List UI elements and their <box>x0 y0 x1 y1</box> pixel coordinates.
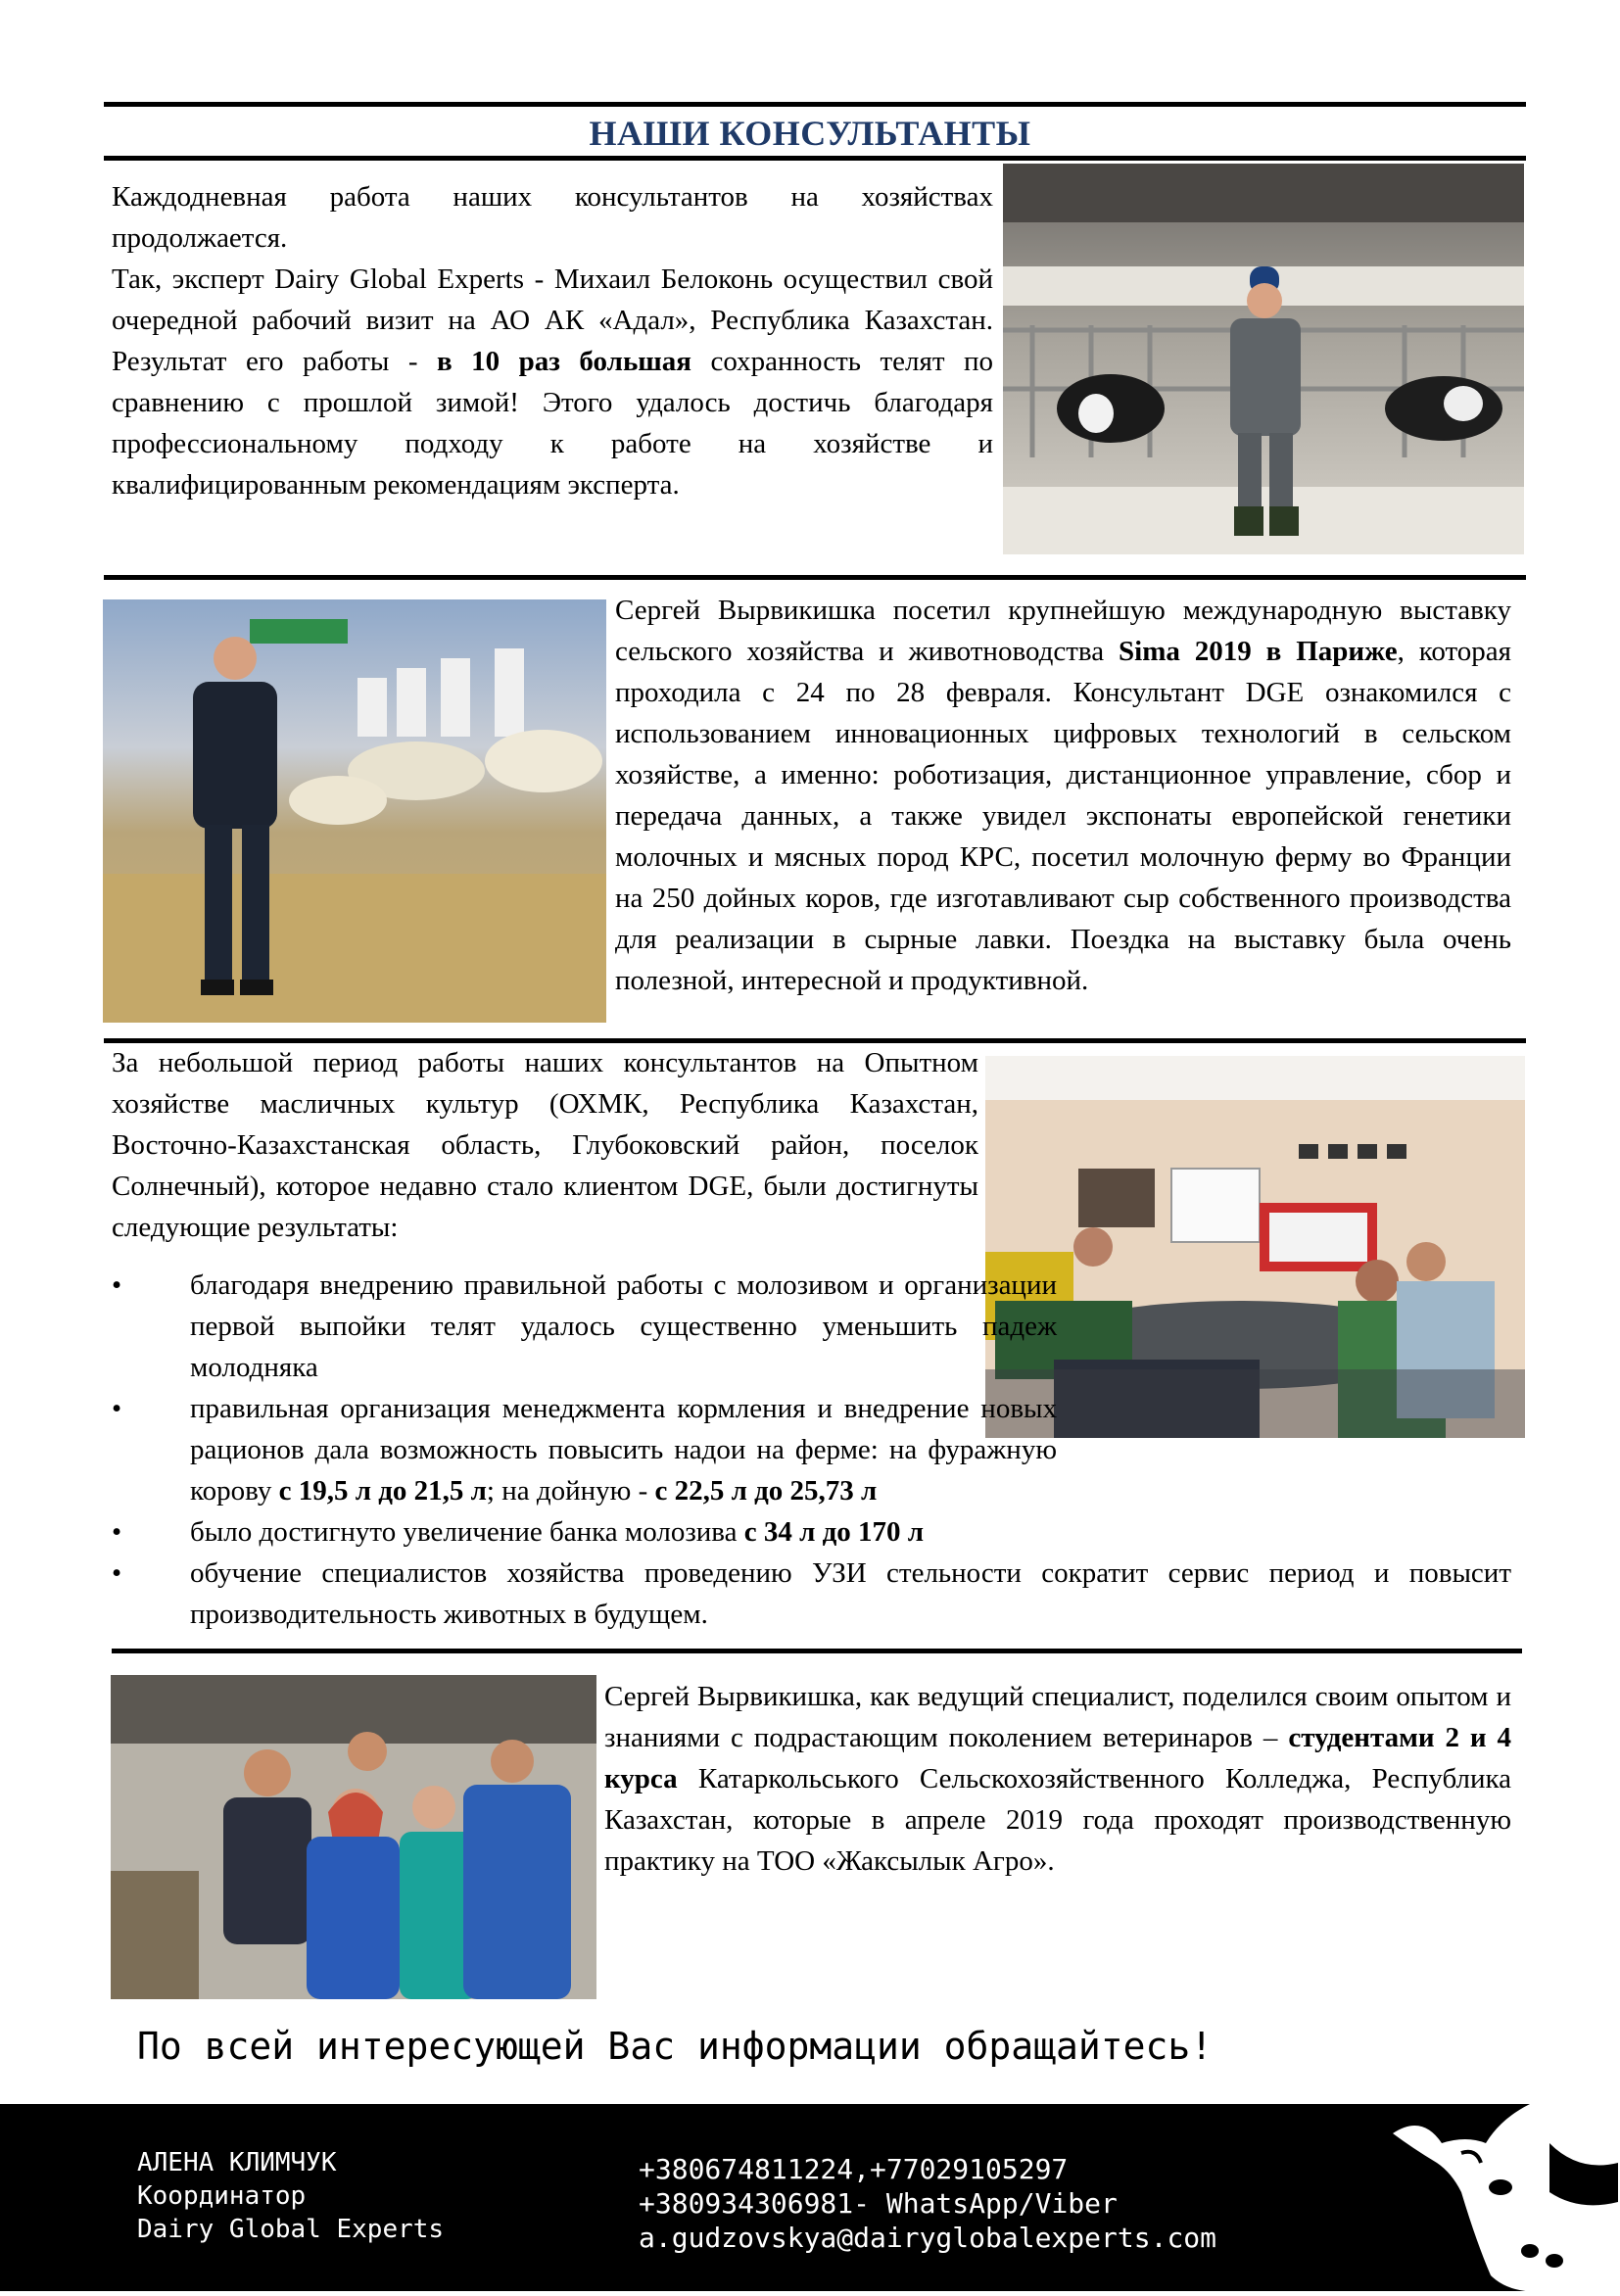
title-bottom-rule <box>104 156 1526 161</box>
section1-text <box>112 176 993 505</box>
page-title: НАШИ КОНСУЛЬТАНТЫ <box>589 114 1031 153</box>
section3-intro: За небольшой период работы наших консультантов на Опытном хозяйстве масличных культур (ОХМК, Республика Казахстан, Восточно-Казахстанская область, Глубоковский район, поселок Солнечный), которое недавно стало клиентом DGE, были достигнуты следующие результаты: <box>112 1047 978 1243</box>
footer-role: Координатор <box>137 2181 307 2211</box>
section2-text: Сергей Вырвикишка посетил крупнейшую международную выставку сельского хозяйства и животноводства Sima 2019 в Париже, которая проходила с 24 по 28 февраля. Консультант DGE ознакомился с использованием инновационных цифровых технологий в сельском хозяйстве, а именно: роботизация, дистанционное управление, сбор и передача данных, а также увидел экспонаты европейской генетики молочных и мясных пород КРС, посетил молочную ферму во Франции на 250 дойных коров, где изготавливают сыр собственного производства для реализации в сырные лавки. Поездка на выставку была очень полезной, интересной и продуктивной. <box>615 595 1512 996</box>
title-top-rule <box>104 102 1526 107</box>
footer-whatsapp[interactable]: +380934306981- WhatsApp/Viber <box>639 2187 1118 2220</box>
photo-exhibition-paris <box>103 599 606 1023</box>
list-item: • благодаря внедрению правильной работы с молозивом и организации первой выпойки телят удалось существенно уменьшить падеж молодняка <box>112 1265 1057 1388</box>
photo-expert-in-barn <box>1003 164 1524 554</box>
footer <box>0 2104 1620 2291</box>
photo-students-group <box>111 1675 596 1999</box>
results-list <box>112 1265 1511 1635</box>
list-item: • обучение специалистов хозяйства проведению УЗИ стельности сократит сервис период и повысит производительность животных в будущем. <box>112 1553 1511 1635</box>
footer-name: АЛЕНА КЛИМЧУК <box>137 2148 337 2177</box>
list-item: • было достигнуто увеличение банка молозива с 34 л до 170 л <box>112 1511 1511 1553</box>
section1-p1: Каждодневная работа наших консультантов на хозяйствах продолжается. <box>112 181 993 254</box>
section1-bottom-rule <box>104 575 1526 580</box>
footer-phones[interactable]: +380674811224,+77029105297 <box>639 2153 1069 2185</box>
section4-text: Сергей Вырвикишка, как ведущий специалист, поделился своим опытом и знаниями с подрастающим поколением ветеринаров – студентами 2 и 4 курса Катаркольського Сельскохозяйственного Колледжа, Республика Казахстан, которые в апреле 2019 года проходят производственную практику на ТОО «Жаксылык Агро». <box>604 1681 1512 1877</box>
list-item: • правильная организация менеджмента кормления и внедрение новых рационов дала возможность повысить надои на ферме: на фуражную корову с 19,5 л до 21,5 л; на дойную - с 22,5 л до 25,73 л <box>112 1388 1057 1511</box>
section3-bottom-rule <box>112 1649 1522 1653</box>
cow-head-logo-icon <box>1383 2104 1620 2291</box>
section1-p2: Так, эксперт Dairy Global Experts - Михаил Белоконь осуществил свой очередной рабочий визит на АО АК «Адал», Республика Казахстан. Результат его работы - в 10 раз большая сохранность телят по сравнению с прошлой зимой! Этого удалось достичь благодаря профессиональному подходу к работе на хозяйстве и квалифицированным рекомендациям эксперта. <box>112 263 994 501</box>
contact-prompt: По всей интересующей Вас информации обращайтесь! <box>137 2025 1214 2068</box>
footer-company: Dairy Global Experts <box>137 2215 445 2244</box>
footer-email[interactable]: a.gudzovskya@dairyglobalexperts.com <box>639 2222 1217 2254</box>
